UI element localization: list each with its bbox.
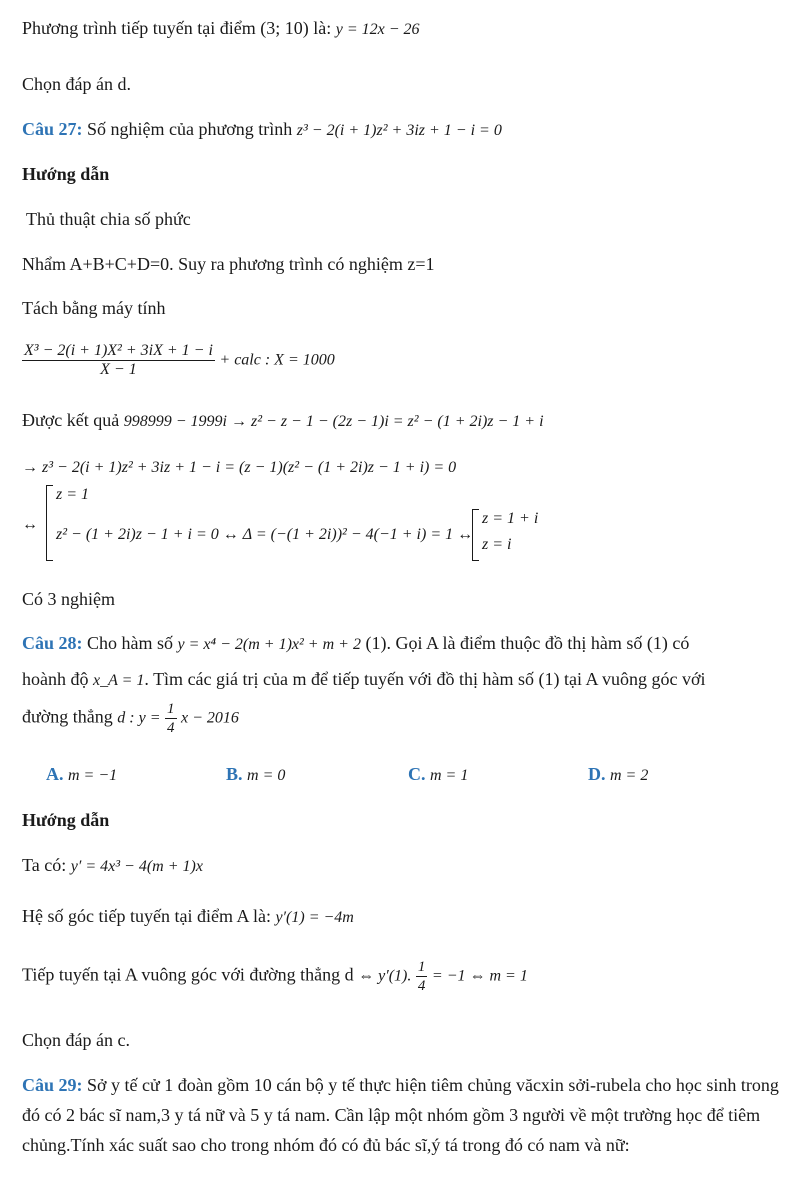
system-row-1: z = 1 [56, 486, 90, 503]
option-a-label: A. [46, 764, 64, 784]
line-d-prefix: d : y = [117, 709, 161, 727]
option-d-label: D. [588, 764, 606, 784]
calc-fraction [22, 342, 215, 379]
guide-heading-2: Hướng dẫn [22, 810, 110, 830]
q28-text-3a: hoành độ [22, 669, 89, 689]
option-d [588, 764, 648, 785]
slope-text: Hệ số góc tiếp tuyến tại điểm A là: [22, 906, 271, 926]
q28-equation: y = x⁴ − 2(m + 1)x² + m + 2 [177, 636, 361, 653]
q28-label: Câu 28: [22, 633, 83, 653]
calc-denominator: X − 1 [100, 361, 137, 378]
line-d-suffix: x − 2016 [181, 709, 239, 727]
option-c-label: C. [408, 764, 426, 784]
q29-label: Câu 29: [22, 1075, 83, 1095]
perp-suffix: = −1 ⇔ m = 1 [431, 967, 528, 985]
guide-heading-1: Hướng dẫn [22, 164, 110, 184]
tangent-text: Phương trình tiếp tuyến tại điểm [22, 18, 256, 38]
perp-text: Tiếp tuyến tại A vuông góc với đường thẳng d [22, 964, 354, 985]
derivative-line [22, 853, 203, 879]
result-line [22, 408, 544, 434]
perpendicular-line [22, 958, 528, 995]
calc-expression [22, 342, 335, 379]
system-bracket [46, 485, 53, 561]
solution-bracket [472, 509, 479, 561]
perp-prefix: ⇔ y′(1). [358, 967, 412, 985]
solution-1: z = 1 + i [482, 510, 539, 527]
system-row-2: z² − (1 + 2i)z − 1 + i = 0 ↔ Δ = (−(1 + 2i))² − 4(−1 + i) = 1 ↔ [56, 526, 474, 543]
derivative-text: Ta có: [22, 855, 67, 875]
option-a-value: m = −1 [68, 767, 118, 784]
option-b-label: B. [226, 764, 243, 784]
calc-tail: + calc : X = 1000 [219, 351, 335, 369]
three-roots: Có 3 nghiệm [22, 589, 115, 609]
question-28-line-3 [22, 700, 239, 737]
perp-den: 4 [417, 978, 426, 994]
factor-line: → z³ − 2(i + 1)z² + 3iz + 1 − i = (z − 1)(z² − (1 + 2i)z − 1 + i) = 0 [22, 459, 457, 476]
perp-fraction [416, 958, 428, 995]
option-a [46, 764, 117, 785]
option-b-value: m = 0 [247, 767, 286, 784]
question-28-line-1 [22, 631, 689, 657]
q29-text: Sở y tế cử 1 đoàn gồm 10 cán bộ y tế thực hiện tiêm chủng văcxin sởi-rubela cho học sinh trong đó có 2 bác sĩ nam,3 y tá nữ và 5 y tá nam. Cần lập một nhóm gồm 3 người về một trường học để tiêm chủng.Tính xác suất sao cho trong nhóm đó có đủ bác sĩ,ý tá trong đó có nam và nữ: [22, 1075, 779, 1155]
trick-text: Thủ thuật chia số phức [26, 209, 191, 229]
question-28-line-2 [22, 667, 705, 693]
tangent-equation: y = 12x − 26 [335, 21, 420, 38]
option-b [226, 764, 285, 785]
option-d-value: m = 2 [610, 767, 649, 784]
solution-2: z = i [482, 536, 512, 553]
question-27 [22, 117, 502, 143]
q28-text-4: đường thẳng [22, 706, 113, 727]
line-d-fraction [165, 700, 177, 737]
option-c-value: m = 1 [430, 767, 469, 784]
result-text: Được kết quả [22, 410, 120, 430]
q28-xa: x_A = 1 [93, 672, 145, 689]
q28-text-2: (1). Gọi A là điểm thuộc đồ thị hàm số (1) có [365, 633, 690, 653]
line-d-num: 1 [167, 701, 175, 717]
slope-equation: y′(1) = −4m [275, 909, 354, 926]
derivative-equation: y′ = 4x³ − 4(m + 1)x [70, 858, 203, 875]
equiv-arrow: ↔ [22, 516, 38, 533]
tangent-point: (3; 10) [260, 18, 309, 38]
choose-d: Chọn đáp án d. [22, 74, 131, 94]
tangent-line-statement [22, 16, 420, 42]
q27-equation: z³ − 2(i + 1)z² + 3iz + 1 − i = 0 [296, 122, 502, 139]
q27-text: Số nghiệm của phương trình [87, 119, 293, 139]
result-equation: 998999 − 1999i → z² − z − 1 − (2z − 1)i = z² − (1 + 2i)z − 1 + i [123, 413, 544, 430]
split-text: Tách bằng máy tính [22, 298, 166, 318]
question-29 [22, 1070, 792, 1160]
q28-text-1: Cho hàm số [87, 633, 174, 653]
tangent-mid: là: [313, 18, 332, 38]
choose-c: Chọn đáp án c. [22, 1030, 130, 1050]
line-d-den: 4 [167, 720, 175, 736]
option-c [408, 764, 468, 785]
slope-line [22, 904, 354, 930]
q28-text-3b: . Tìm các giá trị của m để tiếp tuyến với đồ thị hàm số (1) tại A vuông góc với [144, 669, 706, 689]
guess-text: Nhẩm A+B+C+D=0. Suy ra phương trình có nghiệm z=1 [22, 254, 435, 274]
calc-numerator: X³ − 2(i + 1)X² + 3iX + 1 − i [24, 342, 213, 359]
perp-num: 1 [417, 959, 426, 975]
q27-label: Câu 27: [22, 119, 83, 139]
